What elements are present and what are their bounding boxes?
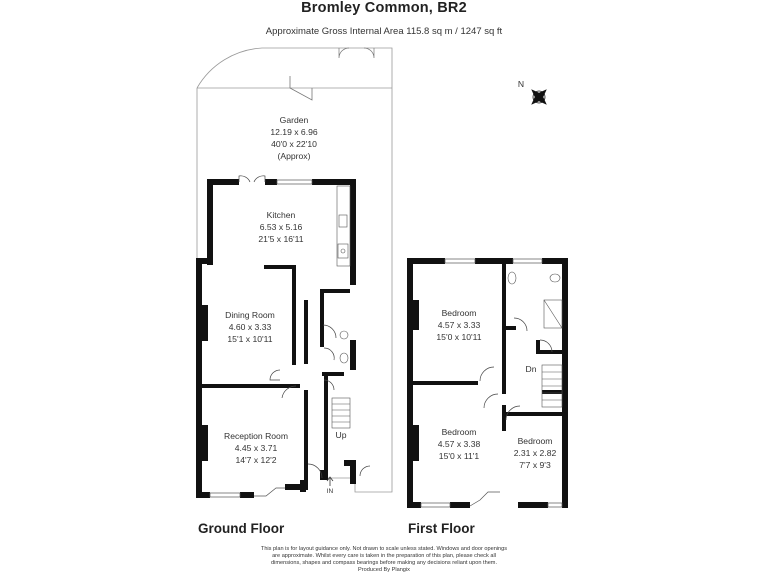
disclaimer-line: Produced By Plangix — [358, 567, 410, 573]
first-doors — [480, 318, 552, 420]
first-floor-label: First Floor — [408, 521, 475, 536]
room-name: Kitchen — [266, 210, 296, 220]
room-metric: 4.45 x 3.71 — [234, 443, 278, 453]
room-metric: 4.57 x 3.38 — [437, 439, 481, 449]
disclaimer — [234, 546, 534, 574]
stairs-down-label: Dn — [525, 364, 537, 374]
stairs-up-label: Up — [335, 430, 347, 440]
room-imperial: 15'0 x 10'11 — [436, 332, 482, 342]
compass-north-label: N — [517, 79, 525, 89]
room-dining — [225, 310, 275, 344]
room-bedroom-rear — [438, 427, 481, 461]
room-name: Bedroom — [517, 436, 553, 446]
room-imperial: 15'1 x 10'11 — [227, 334, 273, 344]
room-metric: 4.57 x 3.33 — [437, 320, 481, 330]
plan-title: Bromley Common, BR2 — [301, 0, 467, 16]
room-metric: 4.60 x 3.33 — [228, 322, 272, 332]
area-subtitle: Approximate Gross Internal Area 115.8 sq m / 1247 sq ft — [265, 26, 503, 37]
room-reception — [224, 431, 288, 465]
room-metric: 6.53 x 5.16 — [259, 222, 303, 232]
room-garden — [270, 115, 318, 161]
room-imperial: 40'0 x 22'10 — [271, 139, 317, 149]
room-name: Reception Room — [223, 431, 289, 441]
ground-floor-label: Ground Floor — [198, 521, 285, 536]
room-imperial: 21'5 x 16'11 — [258, 234, 304, 244]
room-bedroom-front — [436, 308, 481, 342]
ground-stairs — [332, 398, 350, 428]
room-note: (Approx) — [277, 151, 311, 161]
disclaimer-line: are approximate. Whilst every care is taken in the preparation of this plan, please check all — [272, 553, 496, 559]
disclaimer-line: This plan is for layout guidance only. Not drawn to scale unless stated. Windows and door openings — [260, 546, 508, 552]
bathroom-fittings — [508, 272, 562, 328]
room-bedroom-small — [514, 436, 557, 470]
room-kitchen — [258, 210, 303, 244]
ground-wc — [340, 331, 348, 363]
room-imperial: 14'7 x 12'2 — [235, 455, 277, 465]
room-name: Bedroom — [441, 308, 477, 318]
first-floor-walls — [407, 258, 568, 508]
kitchen-units — [337, 186, 350, 266]
entrance-label: IN — [326, 488, 334, 495]
disclaimer-line: dimensions, shapes and compass bearings before making any decisions reliant upon them. — [270, 560, 498, 566]
room-name: Bedroom — [441, 427, 477, 437]
room-metric: 2.31 x 2.82 — [513, 448, 557, 458]
compass-icon — [523, 81, 554, 112]
room-metric: 12.19 x 6.96 — [270, 127, 318, 137]
garden-gate — [339, 48, 374, 58]
room-imperial: 7'7 x 9'3 — [519, 460, 551, 470]
first-stairs — [542, 365, 562, 407]
room-name: Garden — [279, 115, 309, 125]
room-imperial: 15'0 x 11'1 — [438, 451, 480, 461]
room-name: Dining Room — [225, 310, 275, 320]
